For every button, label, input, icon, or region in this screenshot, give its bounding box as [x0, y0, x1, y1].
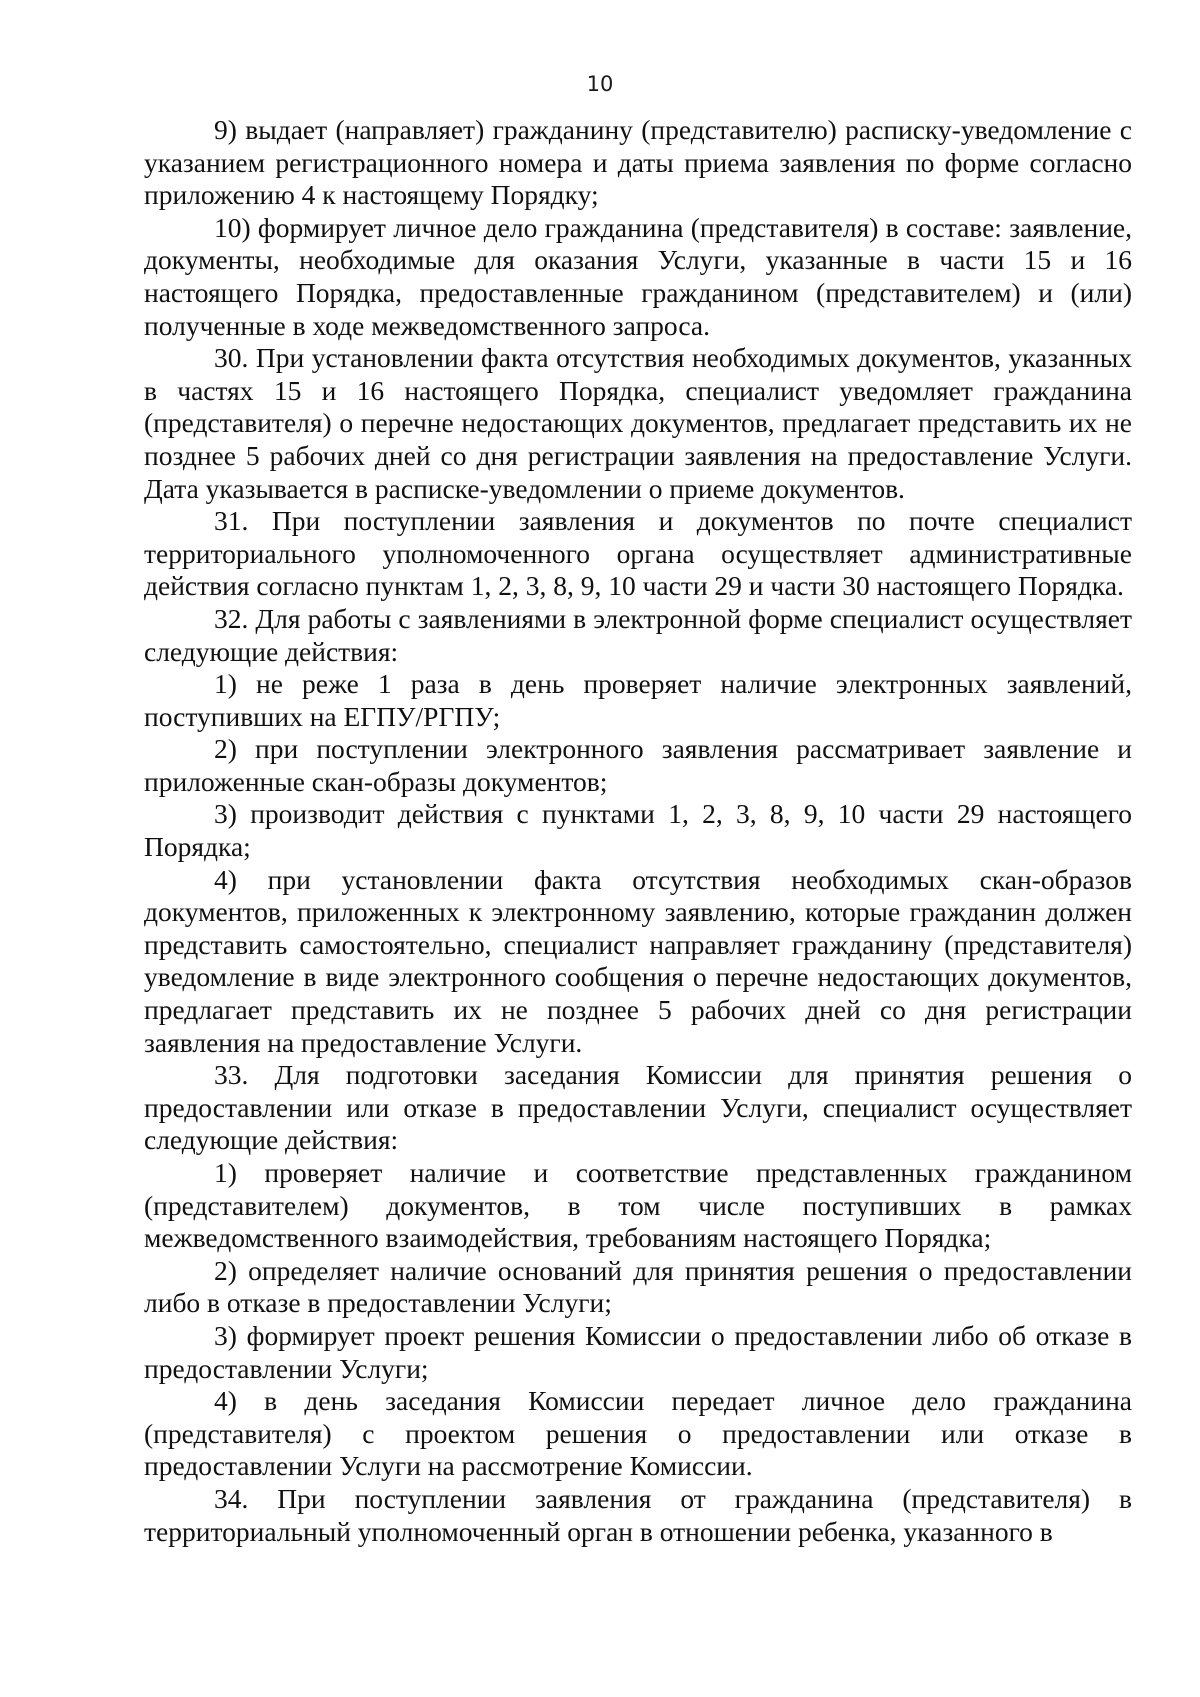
page-number: 10 [586, 72, 614, 96]
paragraph-section-34: 34. При поступлении заявления от гражданина (представителя) в территориальный уполномоченный орган в отношении ребенка, указанного в [144, 1482, 1132, 1547]
paragraph-32-item-3: 3) производит действия с пунктами 1, 2, 3, 8, 9, 10 части 29 настоящего Порядка; [144, 798, 1132, 863]
paragraph-33-item-2: 2) определяет наличие оснований для принятия решения о предоставлении либо в отказе в предоставлении Услуги; [144, 1254, 1132, 1319]
paragraph-item-10: 10) формирует личное дело гражданина (представителя) в составе: заявление, документы, необходимые для оказания Услуги, указанные в части 15 и 16 настоящего Порядка, предоставленные гражданином (представителем) и (или) полученные в ходе межведомственного запроса. [144, 211, 1132, 341]
paragraph-33-item-3: 3) формирует проект решения Комиссии о предоставлении либо об отказе в предоставлении Услуги; [144, 1319, 1132, 1384]
paragraph-section-31: 31. При поступлении заявления и документов по почте специалист территориального уполномоченного органа осуществляет административные действия согласно пунктам 1, 2, 3, 8, 9, 10 части 29 и части 30 настоящего Порядка. [144, 505, 1132, 602]
paragraph-item-9: 9) выдает (направляет) гражданину (представителю) расписку-уведомление с указанием регистрационного номера и даты приема заявления по форме согласно приложению 4 к настоящему Порядку; [144, 114, 1132, 211]
paragraph-section-32: 32. Для работы с заявлениями в электронной форме специалист осуществляет следующие действия: [144, 602, 1132, 667]
paragraph-32-item-2: 2) при поступлении электронного заявления рассматривает заявление и приложенные скан-образы документов; [144, 733, 1132, 797]
paragraph-32-item-4: 4) при установлении факта отсутствия необходимых скан-образов документов, приложенных к электронному заявлению, которые гражданин должен представить самостоятельно, специалист направляет гражданину (представителя) уведомление в виде электронного сообщения о перечне недостающих документов, предлагает представить их не позднее 5 рабочих дней со дня регистрации заявления на предоставление Услуги. [144, 863, 1132, 1058]
document-body [144, 114, 1132, 1548]
paragraph-32-item-1: 1) не реже 1 раза в день проверяет наличие электронных заявлений, поступивших на ЕГПУ/РГПУ; [144, 668, 1132, 732]
paragraph-33-item-1: 1) проверяет наличие и соответствие представленных гражданином (представителем) документов, в том числе поступивших в рамках межведомственного взаимодействия, требованиям настоящего Порядка; [144, 1157, 1132, 1254]
paragraph-section-30: 30. При установлении факта отсутствия необходимых документов, указанных в частях 15 и 16 настоящего Порядка, специалист уведомляет гражданина (представителя) о перечне недостающих документов, предлагает представить их не позднее 5 рабочих дней со дня регистрации заявления на предоставление Услуги. Дата указывается в расписке-уведомлении о приеме документов. [144, 342, 1132, 504]
paragraph-section-33: 33. Для подготовки заседания Комиссии для принятия решения о предоставлении или отказе в предоставлении Услуги, специалист осуществляет следующие действия: [144, 1059, 1132, 1156]
paragraph-33-item-4: 4) в день заседания Комиссии передает личное дело гражданина (представителя) с проектом решения о предоставлении или отказе в предоставлении Услуги на рассмотрение Комиссии. [144, 1385, 1132, 1482]
